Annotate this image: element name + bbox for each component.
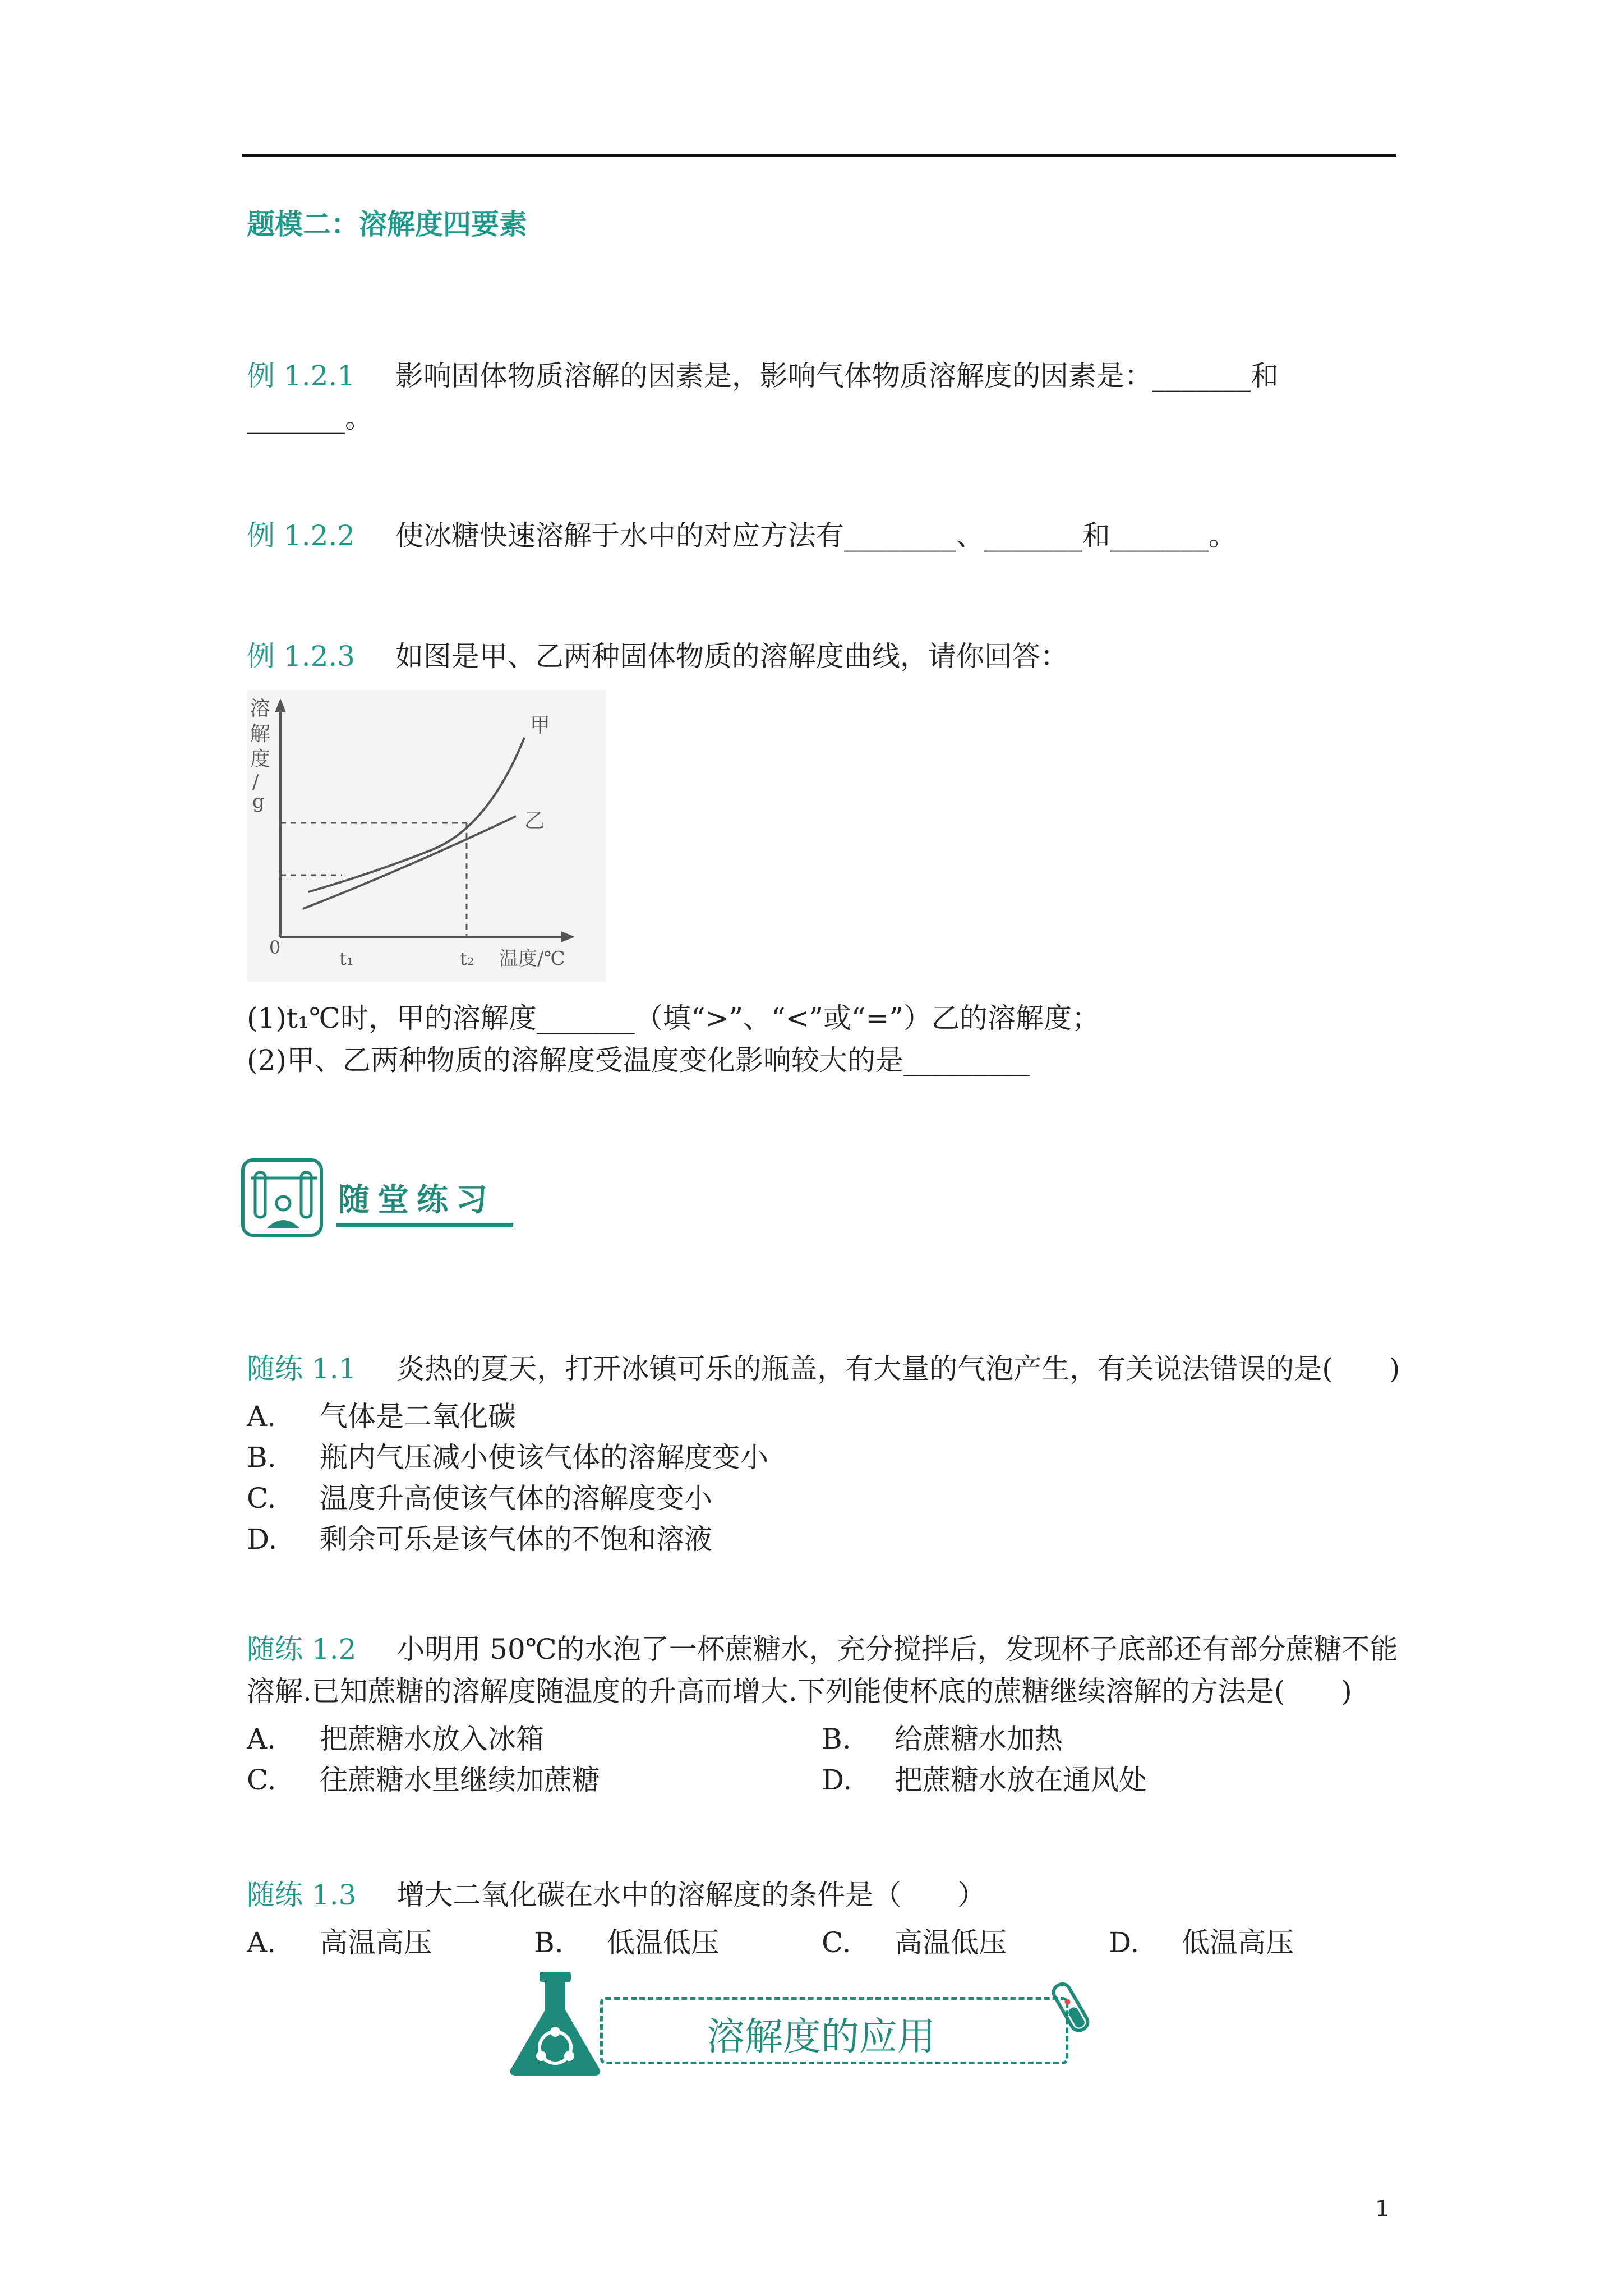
example-number: 例 1.2.3 bbox=[247, 640, 356, 673]
test-tube-icon bbox=[1040, 1977, 1102, 2039]
option-b[interactable] bbox=[247, 1435, 768, 1475]
option-letter: B. bbox=[534, 1926, 564, 1959]
practice-stem-line2: 溶解.已知蔗糖的溶解度随温度的升高而增大.下列能使杯底的蔗糖继续溶解的方法是( ) bbox=[247, 1675, 1352, 1708]
option-letter: C. bbox=[247, 1482, 276, 1515]
option-text: 把蔗糖水放入冰箱 bbox=[320, 1723, 544, 1755]
practice-1-2 bbox=[247, 1632, 1398, 1666]
practice-number: 随练 1.2 bbox=[247, 1633, 357, 1665]
option-letter: B. bbox=[822, 1723, 851, 1755]
option-text: 高温高压 bbox=[320, 1926, 432, 1959]
option-letter: B. bbox=[247, 1441, 276, 1474]
example-1-2-1 bbox=[247, 359, 1279, 393]
option-b[interactable] bbox=[822, 1717, 1063, 1757]
option-letter: C. bbox=[822, 1926, 851, 1959]
option-a[interactable] bbox=[247, 1394, 516, 1434]
option-letter: C. bbox=[247, 1764, 276, 1796]
practice-1-1 bbox=[247, 1352, 1400, 1386]
practice-stem: 增大二氧化碳在水中的溶解度的条件是（ ） bbox=[396, 1879, 986, 1911]
option-letter: D. bbox=[822, 1764, 852, 1796]
solubility-chart bbox=[247, 690, 606, 982]
page-number: 1 bbox=[1375, 2196, 1390, 2222]
option-c[interactable] bbox=[247, 1757, 600, 1798]
example-number: 例 1.2.2 bbox=[247, 519, 356, 552]
option-c[interactable] bbox=[822, 1920, 1007, 1961]
option-text: 给蔗糖水加热 bbox=[895, 1723, 1063, 1755]
option-letter: A. bbox=[247, 1926, 276, 1959]
header-rule bbox=[242, 154, 1396, 157]
practice-banner bbox=[238, 1156, 530, 1240]
practice-banner-underline bbox=[336, 1223, 513, 1227]
option-letter: A. bbox=[247, 1723, 276, 1755]
option-text: 温度升高使该气体的溶解度变小 bbox=[320, 1482, 712, 1515]
question-1: (1)t₁℃时，甲的溶解度_______（填“>”、“<”或“=”）乙的溶解度； bbox=[247, 1002, 1100, 1034]
curve-jia-label: 甲 bbox=[530, 714, 551, 737]
practice-stem-line1: 小明用 50℃的水泡了一杯蔗糖水，充分搅拌后，发现杯子底部还有部分蔗糖不能 bbox=[396, 1633, 1398, 1665]
option-letter: D. bbox=[1109, 1926, 1140, 1959]
t1-label: t₁ bbox=[339, 948, 354, 969]
flask-icon bbox=[499, 1966, 611, 2078]
practice-number: 随练 1.1 bbox=[247, 1352, 357, 1385]
curve-yi-label: 乙 bbox=[524, 809, 545, 832]
lab-equipment-icon bbox=[238, 1156, 328, 1240]
section-title: 题模二：溶解度四要素 bbox=[247, 208, 527, 241]
example-text: 如图是甲、乙两种固体物质的溶解度曲线，请你回答： bbox=[395, 640, 1068, 673]
option-a[interactable] bbox=[247, 1717, 544, 1757]
option-a[interactable] bbox=[247, 1920, 432, 1961]
example-number: 例 1.2.1 bbox=[247, 360, 356, 392]
practice-number: 随练 1.3 bbox=[247, 1879, 357, 1911]
option-letter: D. bbox=[247, 1523, 278, 1556]
option-text: 把蔗糖水放在通风处 bbox=[895, 1764, 1147, 1796]
example-1-2-1-line2: _______。 bbox=[247, 402, 373, 434]
option-text: 高温低压 bbox=[895, 1926, 1007, 1959]
option-text: 往蔗糖水里继续加蔗糖 bbox=[320, 1764, 600, 1796]
example-1-2-3 bbox=[247, 639, 1068, 673]
t2-label: t₂ bbox=[460, 948, 474, 969]
option-text: 瓶内气压减小使该气体的溶解度变小 bbox=[320, 1441, 768, 1474]
option-text: 剩余可乐是该气体的不饱和溶液 bbox=[320, 1523, 712, 1556]
example-1-2-2 bbox=[247, 519, 1237, 553]
question-2: (2)甲、乙两种物质的溶解度受温度变化影响较大的是_________ bbox=[247, 1044, 1030, 1076]
option-d[interactable] bbox=[1109, 1920, 1294, 1961]
option-c[interactable] bbox=[247, 1476, 712, 1516]
option-d[interactable] bbox=[822, 1757, 1147, 1798]
x-axis-label: 温度/℃ bbox=[499, 947, 565, 970]
example-text: 使冰糖快速溶解于水中的对应方法有________、_______和_______。 bbox=[395, 519, 1237, 552]
y-label-4: / bbox=[252, 771, 259, 793]
origin-label: 0 bbox=[269, 937, 281, 958]
option-d[interactable] bbox=[247, 1517, 712, 1557]
application-banner bbox=[499, 1966, 1138, 2078]
application-banner-title: 溶解度的应用 bbox=[707, 2015, 936, 2059]
practice-banner-title: 随堂练习 bbox=[338, 1182, 495, 1218]
practice-stem: 炎热的夏天，打开冰镇可乐的瓶盖，有大量的气泡产生，有关说法错误的是( ) bbox=[396, 1352, 1400, 1385]
y-label-3: 度 bbox=[250, 748, 271, 771]
option-b[interactable] bbox=[534, 1920, 719, 1961]
practice-1-3 bbox=[247, 1878, 985, 1912]
y-label-2: 解 bbox=[250, 723, 271, 746]
option-letter: A. bbox=[247, 1400, 276, 1433]
option-text: 低温低压 bbox=[607, 1926, 719, 1959]
example-text: 影响固体物质溶解的因素是，影响气体物质溶解度的因素是：_______和 bbox=[395, 360, 1279, 392]
option-text: 气体是二氧化碳 bbox=[320, 1400, 516, 1433]
option-text: 低温高压 bbox=[1182, 1926, 1294, 1959]
y-label-1: 溶 bbox=[250, 697, 271, 720]
y-label-5: g bbox=[252, 790, 265, 813]
